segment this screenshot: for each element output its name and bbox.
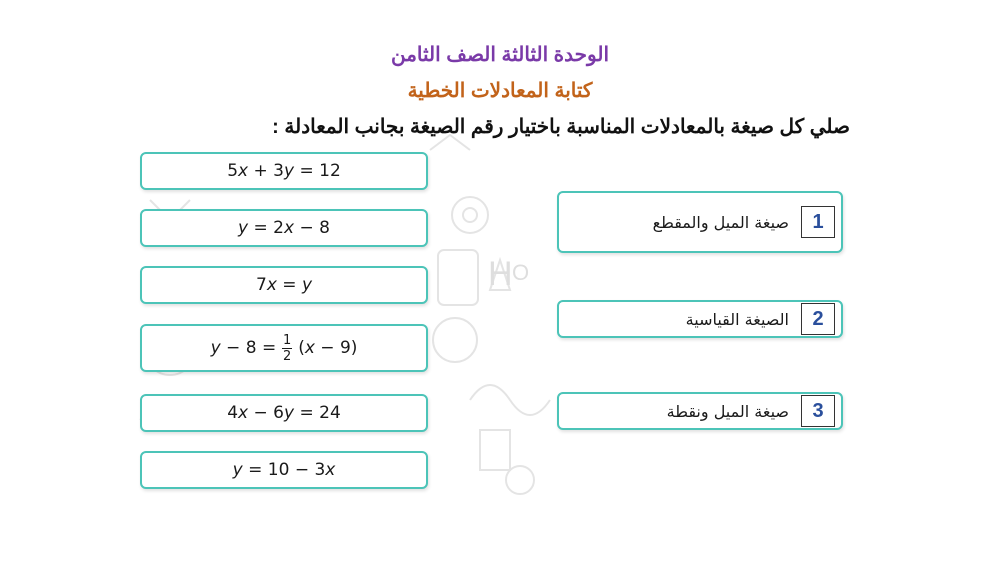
equation-card-1[interactable]: 5 x + 3 y = 12 [140,152,428,190]
form-number-1: 1 [801,206,835,238]
form-number-2: 2 [801,303,835,335]
form-card-2[interactable] [557,300,843,338]
form-card-3[interactable] [557,392,843,430]
form-card-1[interactable] [557,191,843,253]
svg-text:H: H [488,255,513,293]
instruction-text: صلي كل صيغة بالمعادلات المناسبة باختيار رقم الصيغة بجانب المعادلة : [272,116,850,138]
fraction-one-half: $\frac{1}{2}$ [283,332,292,364]
svg-text:O: O [512,260,530,285]
equation-card-3[interactable]: 7 x = y [140,266,428,304]
form-label-3: صيغة الميل ونقطة [666,401,789,421]
form-number-3: 3 [801,395,835,427]
form-label-1: صيغة الميل والمقطع [652,212,789,232]
equation-card-6[interactable]: y = 10 − 3 x [140,451,428,489]
equation-card-5[interactable]: 4 x − 6 y = 24 [140,394,428,432]
lesson-title: كتابة المعادلات الخطية [407,80,593,102]
equation-card-2[interactable]: y = 2 x − 8 [140,209,428,247]
unit-title: الوحدة الثالثة الصف الثامن [390,44,610,66]
form-label-2: الصيغة القياسية [685,309,789,329]
equation-card-4[interactable]: y − 8 = $\frac{1}{2}$ ( x − 9 ) [140,324,428,372]
